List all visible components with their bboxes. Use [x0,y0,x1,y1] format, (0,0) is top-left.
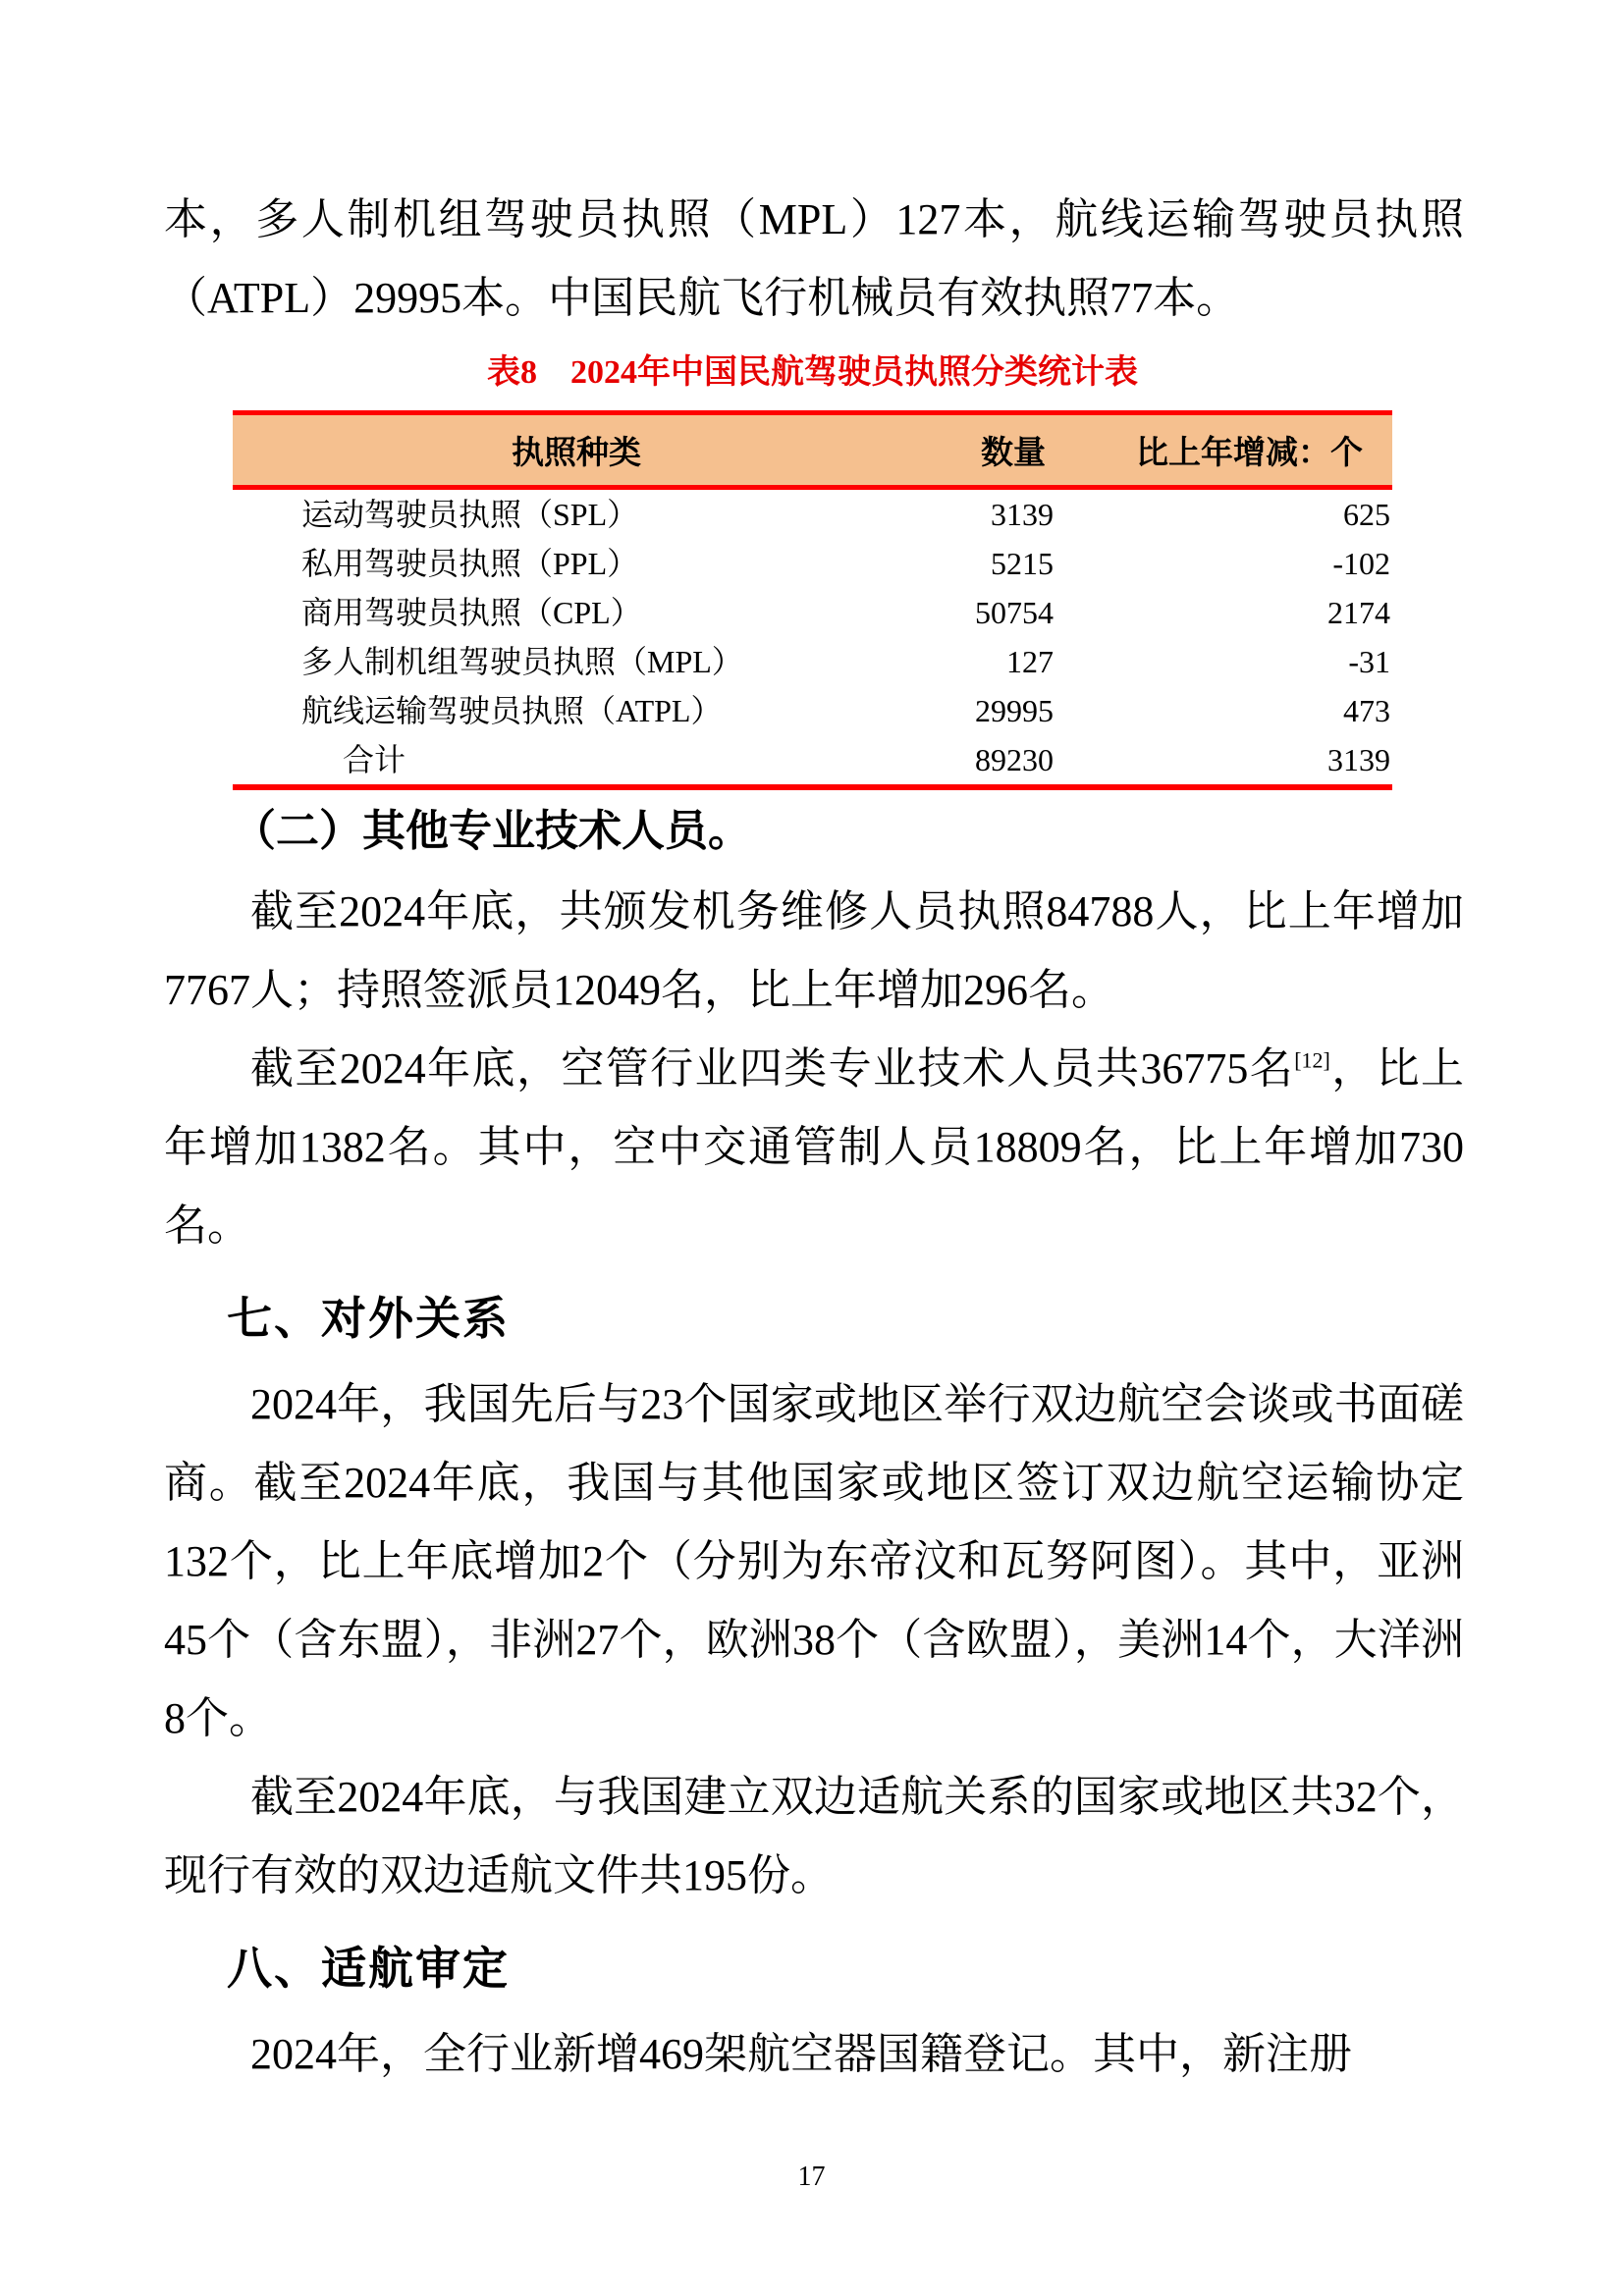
table-row [233,488,1392,540]
cell-change: 473 [1343,693,1390,728]
table-row [233,637,1392,686]
table-caption: 表8 2024年中国民航驾驶员执照分类统计表 [487,354,1138,391]
cell-change: -31 [1348,644,1390,679]
cell-license-type: 商用驾驶员执照（CPL） [301,595,642,630]
cell-license-type: 合计 [343,742,406,777]
cell-license-type: 航线运输驾驶员执照（ATPL） [301,693,723,728]
paragraph-atc-personnel [164,1030,1464,1265]
table-row-total [233,735,1392,787]
paragraph-airworthiness: 2024年，全行业新增469架航空器国籍登记。其中，新注册 [250,2030,1352,2078]
footnote-reference-12: [12] [1294,1047,1330,1073]
table-row [233,539,1392,588]
page-number: 17 [797,2162,826,2192]
section-heading-foreign-relations: 七、对外关系 [227,1293,510,1344]
paragraph-pilot-licenses: 本，多人制机组驾驶员执照（MPL）127本，航线运输驾驶员执照（ATPL）29995本。中国民航飞行机械员有效执照77本。 [164,195,1464,322]
column-header-license-type: 执照种类 [233,413,920,488]
paragraph-foreign-relations-1: 2024年，我国先后与23个国家或地区举行双边航空会谈或书面磋商。截至2024年底，我国与其他国家或地区签订双边航空运输协定132个，比上年底增加2个（分别为东帝汶和瓦努阿图）。其中，亚洲45个（含东盟），非洲27个，欧洲38个（含欧盟），美洲14个，大洋洲8个。 [164,1380,1464,1742]
cell-license-type: 多人制机组驾驶员执照（MPL） [301,644,743,679]
cell-license-type: 运动驾驶员执照（SPL） [301,497,639,532]
cell-quantity: 89230 [975,742,1054,777]
cell-quantity: 50754 [975,595,1054,630]
cell-quantity: 5215 [991,546,1054,581]
column-header-quantity: 数量 [920,413,1107,488]
table-row [233,588,1392,637]
cell-change: 625 [1343,497,1390,532]
cell-change: 2174 [1327,595,1390,630]
paragraph-foreign-relations-2: 截至2024年底，与我国建立双边适航关系的国家或地区共32个，现行有效的双边适航文件共195份。 [164,1773,1464,1899]
atc-text-before-footnote: 截至2024年底，空管行业四类专业技术人员共36775名 [250,1044,1295,1093]
cell-quantity: 29995 [975,693,1054,728]
license-table-wrap [233,410,1392,790]
column-header-change: 比上年增减：个 [1107,413,1392,488]
cell-change: 3139 [1327,742,1390,777]
cell-license-type: 私用驾驶员执照（PPL） [301,546,639,581]
paragraph-maintenance-personnel: 截至2024年底，共颁发机务维修人员执照84788人，比上年增加7767人；持照签派员12049名，比上年增加296名。 [164,887,1464,1014]
page-content [164,181,1464,2094]
cell-quantity: 3139 [991,497,1054,532]
section-heading-airworthiness: 八、适航审定 [227,1943,510,1994]
cell-quantity: 127 [1006,644,1054,679]
license-table [233,410,1392,790]
table-row [233,686,1392,735]
subsection-heading-other-technical-personnel: （二）其他专业技术人员。 [233,807,751,855]
cell-change: -102 [1332,546,1390,581]
table-header-row [233,413,1392,488]
atc-text-after-footnote: ，比上年增加1382名。其中，空中交通管制人员18809名，比上年增加730名。 [164,1044,1465,1250]
